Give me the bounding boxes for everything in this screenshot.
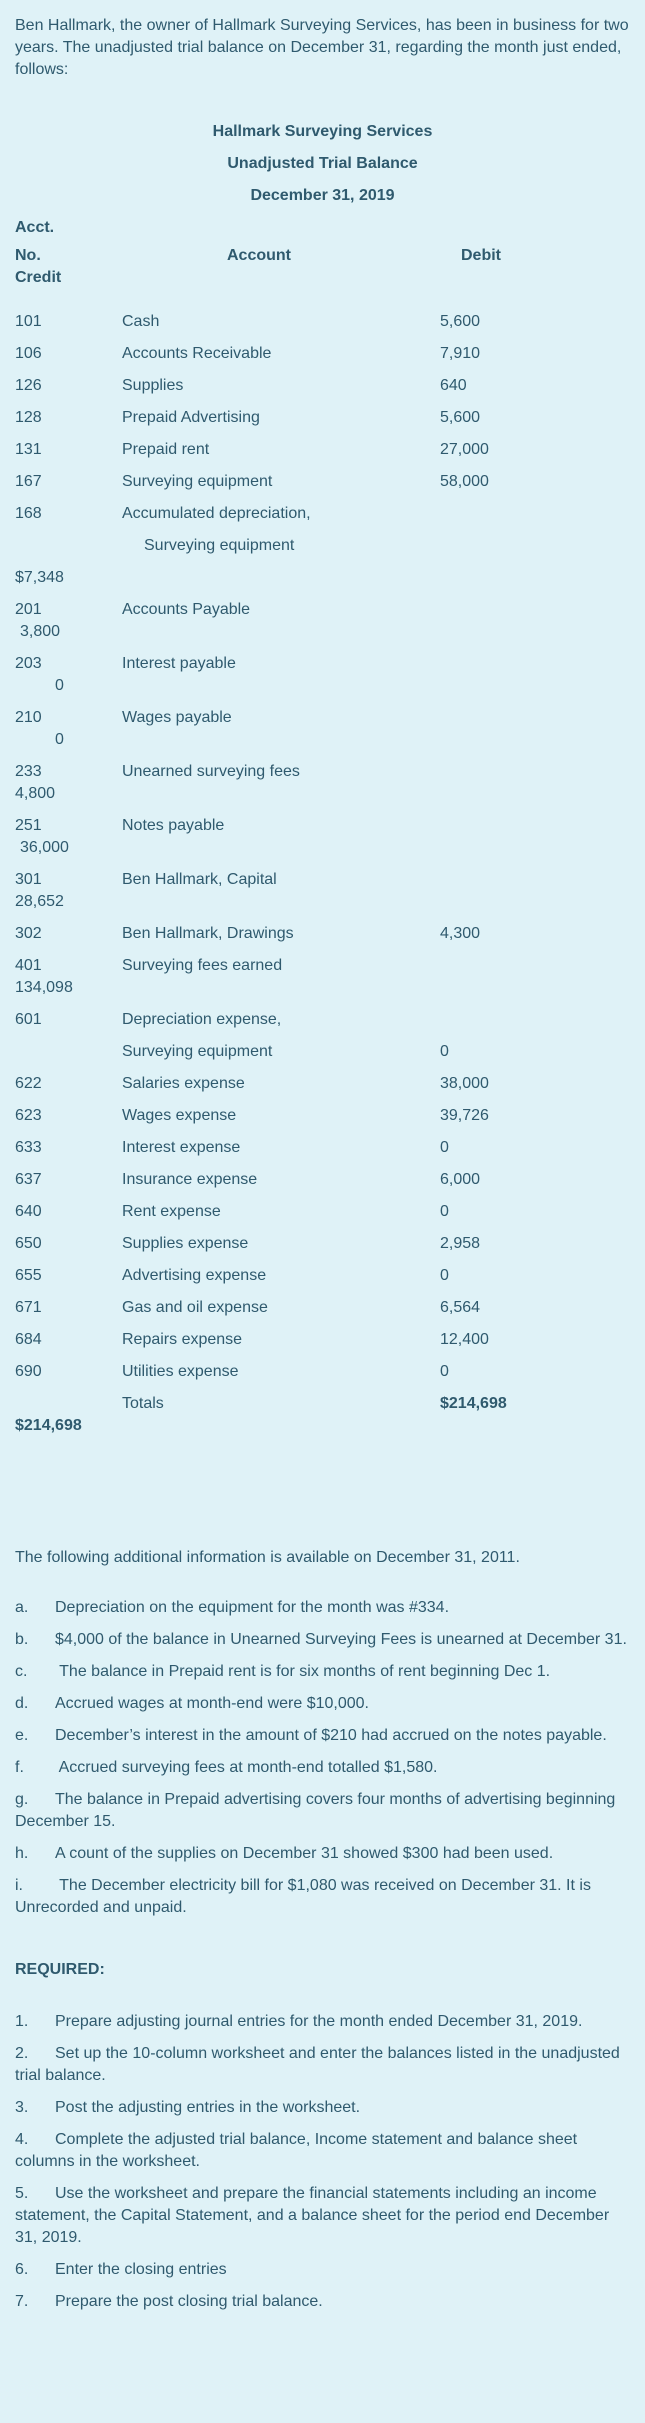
table-row	[15, 1201, 630, 1223]
additional-info-item	[15, 1843, 630, 1865]
required-item-text: Use the worksheet and prepare the financial statements including an income statement, the Capital Statement, and a balance sheet for the period end December 31, 2019.	[15, 2185, 610, 2246]
required-item	[15, 2129, 630, 2173]
required-item-text: Complete the adjusted trial balance, Income statement and balance sheet columns in the worksheet.	[15, 2131, 578, 2170]
account-name-continued: Surveying equipment	[144, 537, 295, 554]
required-item-text: Prepare the post closing trial balance.	[55, 2293, 323, 2310]
debit-amount: 5,600	[440, 409, 481, 426]
required-item	[15, 2183, 630, 2249]
additional-info-item	[15, 1693, 630, 1715]
account-number: 601	[15, 1011, 42, 1028]
credit-amount: 36,000	[20, 839, 69, 856]
account-number: 655	[15, 1267, 42, 1284]
table-row	[15, 869, 630, 913]
account-name: Utilities expense	[122, 1363, 239, 1380]
account-number: 633	[15, 1139, 42, 1156]
credit-amount: 4,800	[15, 785, 56, 802]
account-name: Gas and oil expense	[122, 1299, 268, 1316]
account-number: 623	[15, 1107, 42, 1124]
additional-info-item	[15, 1661, 630, 1683]
account-header: Account	[227, 247, 291, 264]
table-row	[15, 407, 630, 429]
account-name: Ben Hallmark, Drawings	[122, 925, 294, 942]
account-number: 401	[15, 957, 42, 974]
account-name: Insurance expense	[122, 1171, 258, 1188]
additional-info-item-label: h.	[15, 1845, 29, 1862]
account-number: 131	[15, 441, 42, 458]
table-row	[15, 1169, 630, 1191]
account-number: 251	[15, 817, 42, 834]
debit-amount: 7,910	[440, 345, 481, 362]
required-title: REQUIRED:	[15, 1961, 105, 1978]
account-number: 201	[15, 601, 42, 618]
table-row	[15, 1073, 630, 1095]
account-number: 690	[15, 1363, 42, 1380]
additional-info-item	[15, 1629, 630, 1651]
additional-info-item-text: Accrued wages at month-end were $10,000.	[55, 1695, 369, 1712]
totals-debit: $214,698	[440, 1395, 507, 1412]
debit-amount: 640	[440, 377, 467, 394]
table-row	[15, 955, 630, 999]
debit-amount: 58,000	[440, 473, 489, 490]
account-name: Cash	[122, 313, 160, 330]
additional-info-item-label: e.	[15, 1727, 29, 1744]
required-item-text: Enter the closing entries	[55, 2261, 227, 2278]
table-row	[15, 343, 630, 365]
account-name: Surveying fees earned	[122, 957, 283, 974]
required-item	[15, 2097, 630, 2119]
required-item-label: 5.	[15, 2185, 29, 2202]
required-item	[15, 2291, 630, 2313]
account-name: Notes payable	[122, 817, 225, 834]
account-name: Supplies expense	[122, 1235, 249, 1252]
table-row	[15, 1137, 630, 1159]
credit-amount: 3,800	[20, 623, 61, 640]
account-name: Prepaid rent	[122, 441, 210, 458]
account-number: 128	[15, 409, 42, 426]
additional-info-item	[15, 1725, 630, 1747]
additional-info-item	[15, 1875, 630, 1919]
table-row	[15, 1009, 630, 1063]
additional-info-item-text: The December electricity bill for $1,080 was received on December 31. It is Unrecorded and unpaid.	[15, 1877, 591, 1916]
account-number: 640	[15, 1203, 42, 1220]
credit-header: Credit	[15, 269, 62, 286]
account-number: 684	[15, 1331, 42, 1348]
table-row	[15, 311, 630, 333]
additional-info-item	[15, 1789, 630, 1833]
additional-info-item-text: The balance in Prepaid rent is for six months of rent beginning Dec 1.	[55, 1663, 551, 1680]
no-header: No.	[15, 247, 41, 264]
account-name: Rent expense	[122, 1203, 221, 1220]
account-name: Accumulated depreciation,	[122, 505, 311, 522]
account-name: Wages expense	[122, 1107, 237, 1124]
table-row	[15, 653, 630, 697]
table-row	[15, 1105, 630, 1127]
required-item-text: Prepare adjusting journal entries for the month ended December 31, 2019.	[55, 2013, 583, 2030]
table-row	[15, 1329, 630, 1351]
credit-amount: 134,098	[15, 979, 73, 996]
account-name: Ben Hallmark, Capital	[122, 871, 277, 888]
additional-info-item-text: Depreciation on the equipment for the month was #334.	[55, 1599, 450, 1616]
debit-amount: 0	[440, 1267, 449, 1284]
account-name: Salaries expense	[122, 1075, 245, 1092]
account-name: Interest payable	[122, 655, 236, 672]
additional-info-item-text: The balance in Prepaid advertising covers four months of advertising beginning December 15.	[15, 1791, 616, 1830]
additional-info-item-label: f.	[15, 1759, 24, 1776]
required-item-text: Set up the 10-column worksheet and enter the balances listed in the unadjusted trial balance.	[15, 2045, 620, 2084]
table-row	[15, 471, 630, 493]
account-number: 167	[15, 473, 42, 490]
account-name: Repairs expense	[122, 1331, 243, 1348]
debit-header: Debit	[461, 247, 501, 264]
table-row	[15, 1361, 630, 1383]
account-name: Unearned surveying fees	[122, 763, 300, 780]
account-name: Wages payable	[122, 709, 232, 726]
table-row	[15, 439, 630, 461]
account-number: 203	[15, 655, 42, 672]
account-name: Surveying equipment	[122, 473, 273, 490]
credit-amount: 0	[55, 677, 64, 694]
required-item-label: 2.	[15, 2045, 29, 2062]
debit-amount: 2,958	[440, 1235, 481, 1252]
debit-amount: 6,000	[440, 1171, 481, 1188]
account-number: 101	[15, 313, 42, 330]
debit-amount: 38,000	[440, 1075, 489, 1092]
additional-info-item-label: c.	[15, 1663, 28, 1680]
table-row	[15, 1265, 630, 1287]
account-name: Accounts Receivable	[122, 345, 272, 362]
debit-amount: 0	[440, 1139, 449, 1156]
account-number: 168	[15, 505, 42, 522]
required-item	[15, 2043, 630, 2087]
debit-amount: 6,564	[440, 1299, 481, 1316]
table-row	[15, 707, 630, 751]
required-list	[15, 2011, 630, 2313]
table-row	[15, 761, 630, 805]
account-number: 126	[15, 377, 42, 394]
column-headers	[15, 245, 630, 301]
debit-amount: 0	[440, 1203, 449, 1220]
account-name: Depreciation expense,	[122, 1011, 282, 1028]
intro-paragraph: Ben Hallmark, the owner of Hallmark Surveying Services, has been in business for two years. The unadjusted trial balance on December 31, regarding the month just ended, follows:	[15, 17, 629, 78]
report-date: December 31, 2019	[250, 187, 395, 204]
required-item	[15, 2259, 630, 2281]
additional-intro: The following additional information is available on December 31, 2011.	[15, 1549, 520, 1566]
table-row	[15, 599, 630, 643]
debit-amount: 4,300	[440, 925, 481, 942]
required-item-label: 6.	[15, 2261, 29, 2278]
debit-amount: 0	[440, 1363, 449, 1380]
additional-info-item-label: b.	[15, 1631, 29, 1648]
credit-amount: 0	[55, 731, 64, 748]
account-number: 301	[15, 871, 42, 888]
account-number: 622	[15, 1075, 42, 1092]
debit-amount: 39,726	[440, 1107, 489, 1124]
debit-amount: 5,600	[440, 313, 481, 330]
account-name: Advertising expense	[122, 1267, 267, 1284]
additional-list	[15, 1597, 630, 1919]
account-number: 637	[15, 1171, 42, 1188]
credit-amount: 28,652	[15, 893, 64, 910]
account-name: Interest expense	[122, 1139, 241, 1156]
account-number: 671	[15, 1299, 42, 1316]
account-number: 106	[15, 345, 42, 362]
trial-balance-rows	[15, 311, 630, 1383]
additional-info-item-text: Accrued surveying fees at month-end totalled $1,580.	[55, 1759, 438, 1776]
additional-info-item-text: December’s interest in the amount of $210 had accrued on the notes payable.	[55, 1727, 607, 1744]
table-row	[15, 1233, 630, 1255]
account-number: 233	[15, 763, 42, 780]
company-name: Hallmark Surveying Services	[212, 123, 433, 140]
debit-amount: 12,400	[440, 1331, 489, 1348]
additional-info-item	[15, 1597, 630, 1619]
account-name: Accounts Payable	[122, 601, 251, 618]
table-row	[15, 815, 630, 859]
table-row	[15, 503, 630, 589]
account-name: Supplies	[122, 377, 184, 394]
additional-info-item-label: g.	[15, 1791, 29, 1808]
account-name: Prepaid Advertising	[122, 409, 260, 426]
account-number: 302	[15, 925, 42, 942]
required-item-label: 7.	[15, 2293, 29, 2310]
debit-amount: 0	[440, 1043, 449, 1060]
additional-info-item-text: A count of the supplies on December 31 showed $300 had been used.	[55, 1845, 554, 1862]
required-item-label: 1.	[15, 2013, 29, 2030]
additional-info-item-label: a.	[15, 1599, 29, 1616]
required-item-text: Post the adjusting entries in the worksheet.	[55, 2099, 361, 2116]
report-title: Unadjusted Trial Balance	[227, 155, 418, 172]
table-row	[15, 1297, 630, 1319]
totals-row	[15, 1393, 630, 1415]
acct-header: Acct.	[15, 219, 55, 236]
table-row	[15, 923, 630, 945]
credit-amount: $7,348	[15, 569, 64, 586]
account-number: 650	[15, 1235, 42, 1252]
account-name-continued: Surveying equipment	[122, 1043, 273, 1060]
required-item-label: 3.	[15, 2099, 29, 2116]
required-item	[15, 2011, 630, 2033]
additional-info-item	[15, 1757, 630, 1779]
required-item-label: 4.	[15, 2131, 29, 2148]
additional-info-item-text: $4,000 of the balance in Unearned Surveying Fees is unearned at December 31.	[55, 1631, 627, 1648]
totals-credit: $214,698	[15, 1417, 82, 1434]
additional-info-item-label: i.	[15, 1877, 23, 1894]
account-number: 210	[15, 709, 42, 726]
table-row	[15, 375, 630, 397]
debit-amount: 27,000	[440, 441, 489, 458]
additional-info-item-label: d.	[15, 1695, 29, 1712]
totals-label: Totals	[122, 1395, 164, 1412]
